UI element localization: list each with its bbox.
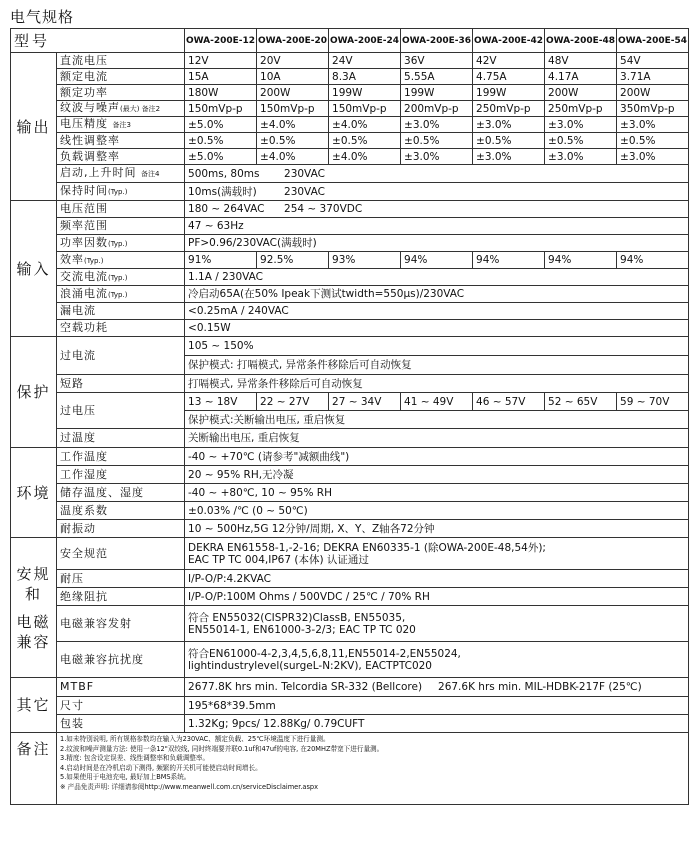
protection-row xyxy=(11,393,689,411)
others-row xyxy=(11,678,689,697)
category-line: 安规 xyxy=(16,564,51,583)
cell: ±3.0% xyxy=(617,117,689,133)
cell xyxy=(185,642,689,678)
cell: ±0.5% xyxy=(473,133,545,149)
input-row xyxy=(11,235,689,252)
row-label: MTBF xyxy=(57,678,185,697)
output-row xyxy=(11,101,689,117)
cell: 105 ~ 150% xyxy=(185,337,689,356)
value: 2677.8K hrs min. Telcordia SR-332 (Bellcore) xyxy=(188,681,423,693)
others-category: 其它 xyxy=(11,678,57,733)
cell: <0.25mA / 240VAC xyxy=(185,303,689,320)
input-row xyxy=(11,286,689,303)
value: 10ms(满载时) xyxy=(188,185,257,198)
row-label: 尺寸 xyxy=(57,697,185,715)
value-line: 符合EN61000-4-2,3,4,5,6,8,11,EN55014-2,EN55024, xyxy=(188,647,461,660)
cell: 94% xyxy=(617,252,689,269)
output-row xyxy=(11,165,689,183)
input-row xyxy=(11,218,689,235)
cell: 150mVp-p xyxy=(329,101,401,117)
label-note: (Typ.) xyxy=(84,256,104,265)
cell: 199W xyxy=(473,85,545,101)
cell: PF>0.96/230VAC(满载时) xyxy=(185,235,689,252)
label-text: 浪涌电流 xyxy=(60,286,108,300)
cell: 12V xyxy=(185,53,257,69)
label-note: (最大) 备注2 xyxy=(120,105,161,113)
cell: ±3.0% xyxy=(473,117,545,133)
row-label: 空载功耗 xyxy=(57,320,185,337)
notes-row xyxy=(11,733,689,805)
output-row xyxy=(11,117,689,133)
input-row xyxy=(11,269,689,286)
row-label: 额定功率 xyxy=(57,85,185,101)
cell xyxy=(185,183,689,201)
cell: ±5.0% xyxy=(185,117,257,133)
cell: 关断输出电压, 重启恢复 xyxy=(185,429,689,448)
cell: 250mVp-p xyxy=(473,101,545,117)
cell: 52 ~ 65V xyxy=(545,393,617,411)
note-line: ※ 产品免责声明: 详细请参阅http://www.meanwell.com.cn/serviceDisclaimer.aspx xyxy=(60,782,318,791)
category-line: 和 xyxy=(24,584,42,603)
row-label: 短路 xyxy=(57,375,185,393)
row-label xyxy=(57,252,185,269)
row-label: 过温度 xyxy=(57,429,185,448)
cell xyxy=(185,165,689,183)
cell: 199W xyxy=(401,85,473,101)
cell: 46 ~ 57V xyxy=(473,393,545,411)
cell: 250mVp-p xyxy=(545,101,617,117)
header-row xyxy=(11,29,689,53)
value: 230VAC xyxy=(284,185,325,198)
cell xyxy=(185,201,689,218)
row-label xyxy=(57,183,185,201)
cell: ±3.0% xyxy=(401,117,473,133)
others-row xyxy=(11,715,689,733)
row-label xyxy=(57,165,185,183)
cell: 150mVp-p xyxy=(185,101,257,117)
label-text: 启动,上升时间 xyxy=(60,166,137,179)
cell: 91% xyxy=(185,252,257,269)
safety-category xyxy=(11,538,57,678)
cell: 94% xyxy=(545,252,617,269)
safety-row xyxy=(11,642,689,678)
model-name: OWA-200E-24 xyxy=(329,29,401,53)
cell: ±0.5% xyxy=(545,133,617,149)
label-text: 效率 xyxy=(60,252,84,266)
cell: 150mVp-p xyxy=(257,101,329,117)
cell: 41 ~ 49V xyxy=(401,393,473,411)
label-note: 备注3 xyxy=(112,121,131,129)
cell: ±4.0% xyxy=(257,149,329,165)
cell: ±0.5% xyxy=(185,133,257,149)
row-label xyxy=(57,269,185,286)
cell: 10 ~ 500Hz,5G 12分钟/周期, X、Y、Z轴各72分钟 xyxy=(185,520,689,538)
protection-row xyxy=(11,429,689,448)
cell: ±0.5% xyxy=(257,133,329,149)
row-label xyxy=(57,235,185,252)
environment-row xyxy=(11,466,689,484)
row-label: 绝缘阻抗 xyxy=(57,588,185,606)
value-line: DEKRA EN61558-1,-2-16; DEKRA EN60335-1 (除OWA-200E-48,54外); xyxy=(188,541,546,554)
cell: 保护模式:关断输出电压, 重启恢复 xyxy=(185,411,689,429)
row-label: 耐振动 xyxy=(57,520,185,538)
value: 180 ~ 264VAC xyxy=(188,203,265,215)
cell: 24V xyxy=(329,53,401,69)
row-label: 电磁兼容抗扰度 xyxy=(57,642,185,678)
cell: I/P-O/P:4.2KVAC xyxy=(185,570,689,588)
cell: 94% xyxy=(401,252,473,269)
model-name: OWA-200E-36 xyxy=(401,29,473,53)
cell: 200mVp-p xyxy=(401,101,473,117)
cell: ±3.0% xyxy=(545,117,617,133)
cell: 1.32Kg; 9pcs/ 12.88Kg/ 0.79CUFT xyxy=(185,715,689,733)
cell: 5.55A xyxy=(401,69,473,85)
label-note: (Typ.) xyxy=(108,188,128,196)
cell: 92.5% xyxy=(257,252,329,269)
note-line: 5.如果使用于电池充电, 最好加上BMS系统。 xyxy=(60,773,191,782)
value-line: 符合 EN55032(CISPR32)ClassB, EN55035, xyxy=(188,611,406,624)
label-note: 备注4 xyxy=(141,170,160,178)
cell: 48V xyxy=(545,53,617,69)
category-line: 电磁 xyxy=(16,612,51,631)
cell: 199W xyxy=(329,85,401,101)
cell: ±0.5% xyxy=(617,133,689,149)
cell xyxy=(185,538,689,570)
label-text: 电压精度 xyxy=(60,117,108,130)
environment-row xyxy=(11,448,689,466)
cell: 195*68*39.5mm xyxy=(185,697,689,715)
row-label: 电压范围 xyxy=(57,201,185,218)
protection-category: 保护 xyxy=(11,337,57,448)
row-label: 电磁兼容发射 xyxy=(57,606,185,642)
model-name: OWA-200E-54 xyxy=(617,29,689,53)
row-label: 工作温度 xyxy=(57,448,185,466)
value-line: EAC TP TC 004,IP67 (本体) 认证通过 xyxy=(188,553,369,566)
row-label xyxy=(57,117,185,133)
model-name: OWA-200E-48 xyxy=(545,29,617,53)
cell: 1.1A / 230VAC xyxy=(185,269,689,286)
output-category: 输出 xyxy=(11,53,57,201)
notes-cell xyxy=(57,733,689,805)
protection-row xyxy=(11,337,689,356)
label-note: (Typ.) xyxy=(108,273,128,282)
model-label: 型号 xyxy=(11,29,185,53)
cell: 54V xyxy=(617,53,689,69)
cell: 22 ~ 27V xyxy=(257,393,329,411)
environment-row xyxy=(11,484,689,502)
row-label: 负载调整率 xyxy=(57,149,185,165)
cell: 13 ~ 18V xyxy=(185,393,257,411)
input-row xyxy=(11,252,689,269)
output-row xyxy=(11,69,689,85)
row-label: 过电压 xyxy=(57,393,185,429)
cell: 36V xyxy=(401,53,473,69)
value-line: EN55014-1, EN61000-3-2/3; EAC TP TC 020 xyxy=(188,623,416,636)
safety-row xyxy=(11,606,689,642)
cell: 8.3A xyxy=(329,69,401,85)
row-label: 储存温度、湿度 xyxy=(57,484,185,502)
cell: ±3.0% xyxy=(401,149,473,165)
value: 500ms, 80ms xyxy=(188,167,260,180)
cell: 4.17A xyxy=(545,69,617,85)
cell: <0.15W xyxy=(185,320,689,337)
cell: 200W xyxy=(617,85,689,101)
cell: 保护模式: 打嗝模式, 异常条件移除后可自动恢复 xyxy=(185,356,689,375)
output-row xyxy=(11,149,689,165)
input-row xyxy=(11,303,689,320)
cell: 350mVp-p xyxy=(617,101,689,117)
label-text: 交流电流 xyxy=(60,269,108,283)
row-label: 额定电流 xyxy=(57,69,185,85)
row-label: 工作湿度 xyxy=(57,466,185,484)
row-label: 安全规范 xyxy=(57,538,185,570)
cell: ±4.0% xyxy=(329,117,401,133)
safety-row xyxy=(11,570,689,588)
cell: 47 ~ 63Hz xyxy=(185,218,689,235)
cell: 打嗝模式, 异常条件移除后可自动恢复 xyxy=(185,375,689,393)
input-row xyxy=(11,201,689,218)
cell: ±0.03% /℃ (0 ~ 50℃) xyxy=(185,502,689,520)
value-line: lightindustrylevel(surgeL-N:2KV), EACTPTC020 xyxy=(188,659,432,672)
row-label: 过电流 xyxy=(57,337,185,375)
cell: ±4.0% xyxy=(257,117,329,133)
row-label: 线性调整率 xyxy=(57,133,185,149)
cell: ±3.0% xyxy=(545,149,617,165)
page-title: 电气规格 xyxy=(10,8,75,26)
input-row xyxy=(11,320,689,337)
label-text: 功率因数 xyxy=(60,235,108,249)
model-name: OWA-200E-12 xyxy=(185,29,257,53)
model-name: OWA-200E-42 xyxy=(473,29,545,53)
row-label: 频率范围 xyxy=(57,218,185,235)
cell: ±0.5% xyxy=(401,133,473,149)
others-row xyxy=(11,697,689,715)
cell: 4.75A xyxy=(473,69,545,85)
cell: ±0.5% xyxy=(329,133,401,149)
input-category: 输入 xyxy=(11,201,57,337)
cell: 200W xyxy=(545,85,617,101)
cell: I/P-O/P:100M Ohms / 500VDC / 25℃ / 70% RH xyxy=(185,588,689,606)
cell: 27 ~ 34V xyxy=(329,393,401,411)
environment-category: 环境 xyxy=(11,448,57,538)
cell: 93% xyxy=(329,252,401,269)
environment-row xyxy=(11,502,689,520)
cell: 180W xyxy=(185,85,257,101)
label-text: 纹波与噪声 xyxy=(60,101,120,114)
value: 254 ~ 370VDC xyxy=(284,203,363,215)
row-label: 直流电压 xyxy=(57,53,185,69)
output-row xyxy=(11,133,689,149)
note-line: 2.纹波和噪声测量方法: 使用一条12"双绞线, 同时终端要并联0.1uf和47uf的电容, 在20MHZ带宽下进行量测。 xyxy=(60,744,384,753)
value: 230VAC xyxy=(284,167,325,180)
protection-row xyxy=(11,375,689,393)
cell: 42V xyxy=(473,53,545,69)
row-label: 耐压 xyxy=(57,570,185,588)
safety-row xyxy=(11,538,689,570)
cell: 10A xyxy=(257,69,329,85)
model-name: OWA-200E-20 xyxy=(257,29,329,53)
cell: 94% xyxy=(473,252,545,269)
label-text: 保持时间 xyxy=(60,184,108,197)
cell: 200W xyxy=(257,85,329,101)
cell: ±3.0% xyxy=(617,149,689,165)
environment-row xyxy=(11,520,689,538)
note-line: 4.启动时间是在冷机启动下测得, 频繁的开关机可能使启动时间增长。 xyxy=(60,763,262,772)
row-label xyxy=(57,286,185,303)
value: 267.6K hrs min. MIL-HDBK-217F (25℃) xyxy=(438,681,642,693)
row-label: 温度系数 xyxy=(57,502,185,520)
cell: -40 ~ +80℃, 10 ~ 95% RH xyxy=(185,484,689,502)
cell: -40 ~ +70℃ (请参考"减额曲线") xyxy=(185,448,689,466)
row-label xyxy=(57,101,185,117)
label-note: (Typ.) xyxy=(108,290,128,299)
notes-category: 备注 xyxy=(11,733,57,805)
note-line: 3.精度: 包含设定误差、线性调整率和负载调整率。 xyxy=(60,754,210,763)
output-row xyxy=(11,85,689,101)
safety-row xyxy=(11,588,689,606)
cell xyxy=(185,678,689,697)
cell: 冷启动65A(在50% Ipeak下测试twidth=550μs)/230VAC xyxy=(185,286,689,303)
cell: 15A xyxy=(185,69,257,85)
spec-table xyxy=(10,28,689,805)
cell: 59 ~ 70V xyxy=(617,393,689,411)
output-row xyxy=(11,53,689,69)
row-label: 漏电流 xyxy=(57,303,185,320)
row-label: 包装 xyxy=(57,715,185,733)
cell: ±4.0% xyxy=(329,149,401,165)
note-line: 1.如未特别说明, 所有规格参数均在输入为230VAC、额定负载、25℃环境温度下进行量测。 xyxy=(60,735,330,743)
label-note: (Typ.) xyxy=(108,239,128,248)
cell: ±3.0% xyxy=(473,149,545,165)
cell: 3.71A xyxy=(617,69,689,85)
cell xyxy=(185,606,689,642)
output-row xyxy=(11,183,689,201)
cell: ±5.0% xyxy=(185,149,257,165)
cell: 20 ~ 95% RH,无冷凝 xyxy=(185,466,689,484)
category-line: 兼容 xyxy=(16,632,51,651)
cell: 20V xyxy=(257,53,329,69)
